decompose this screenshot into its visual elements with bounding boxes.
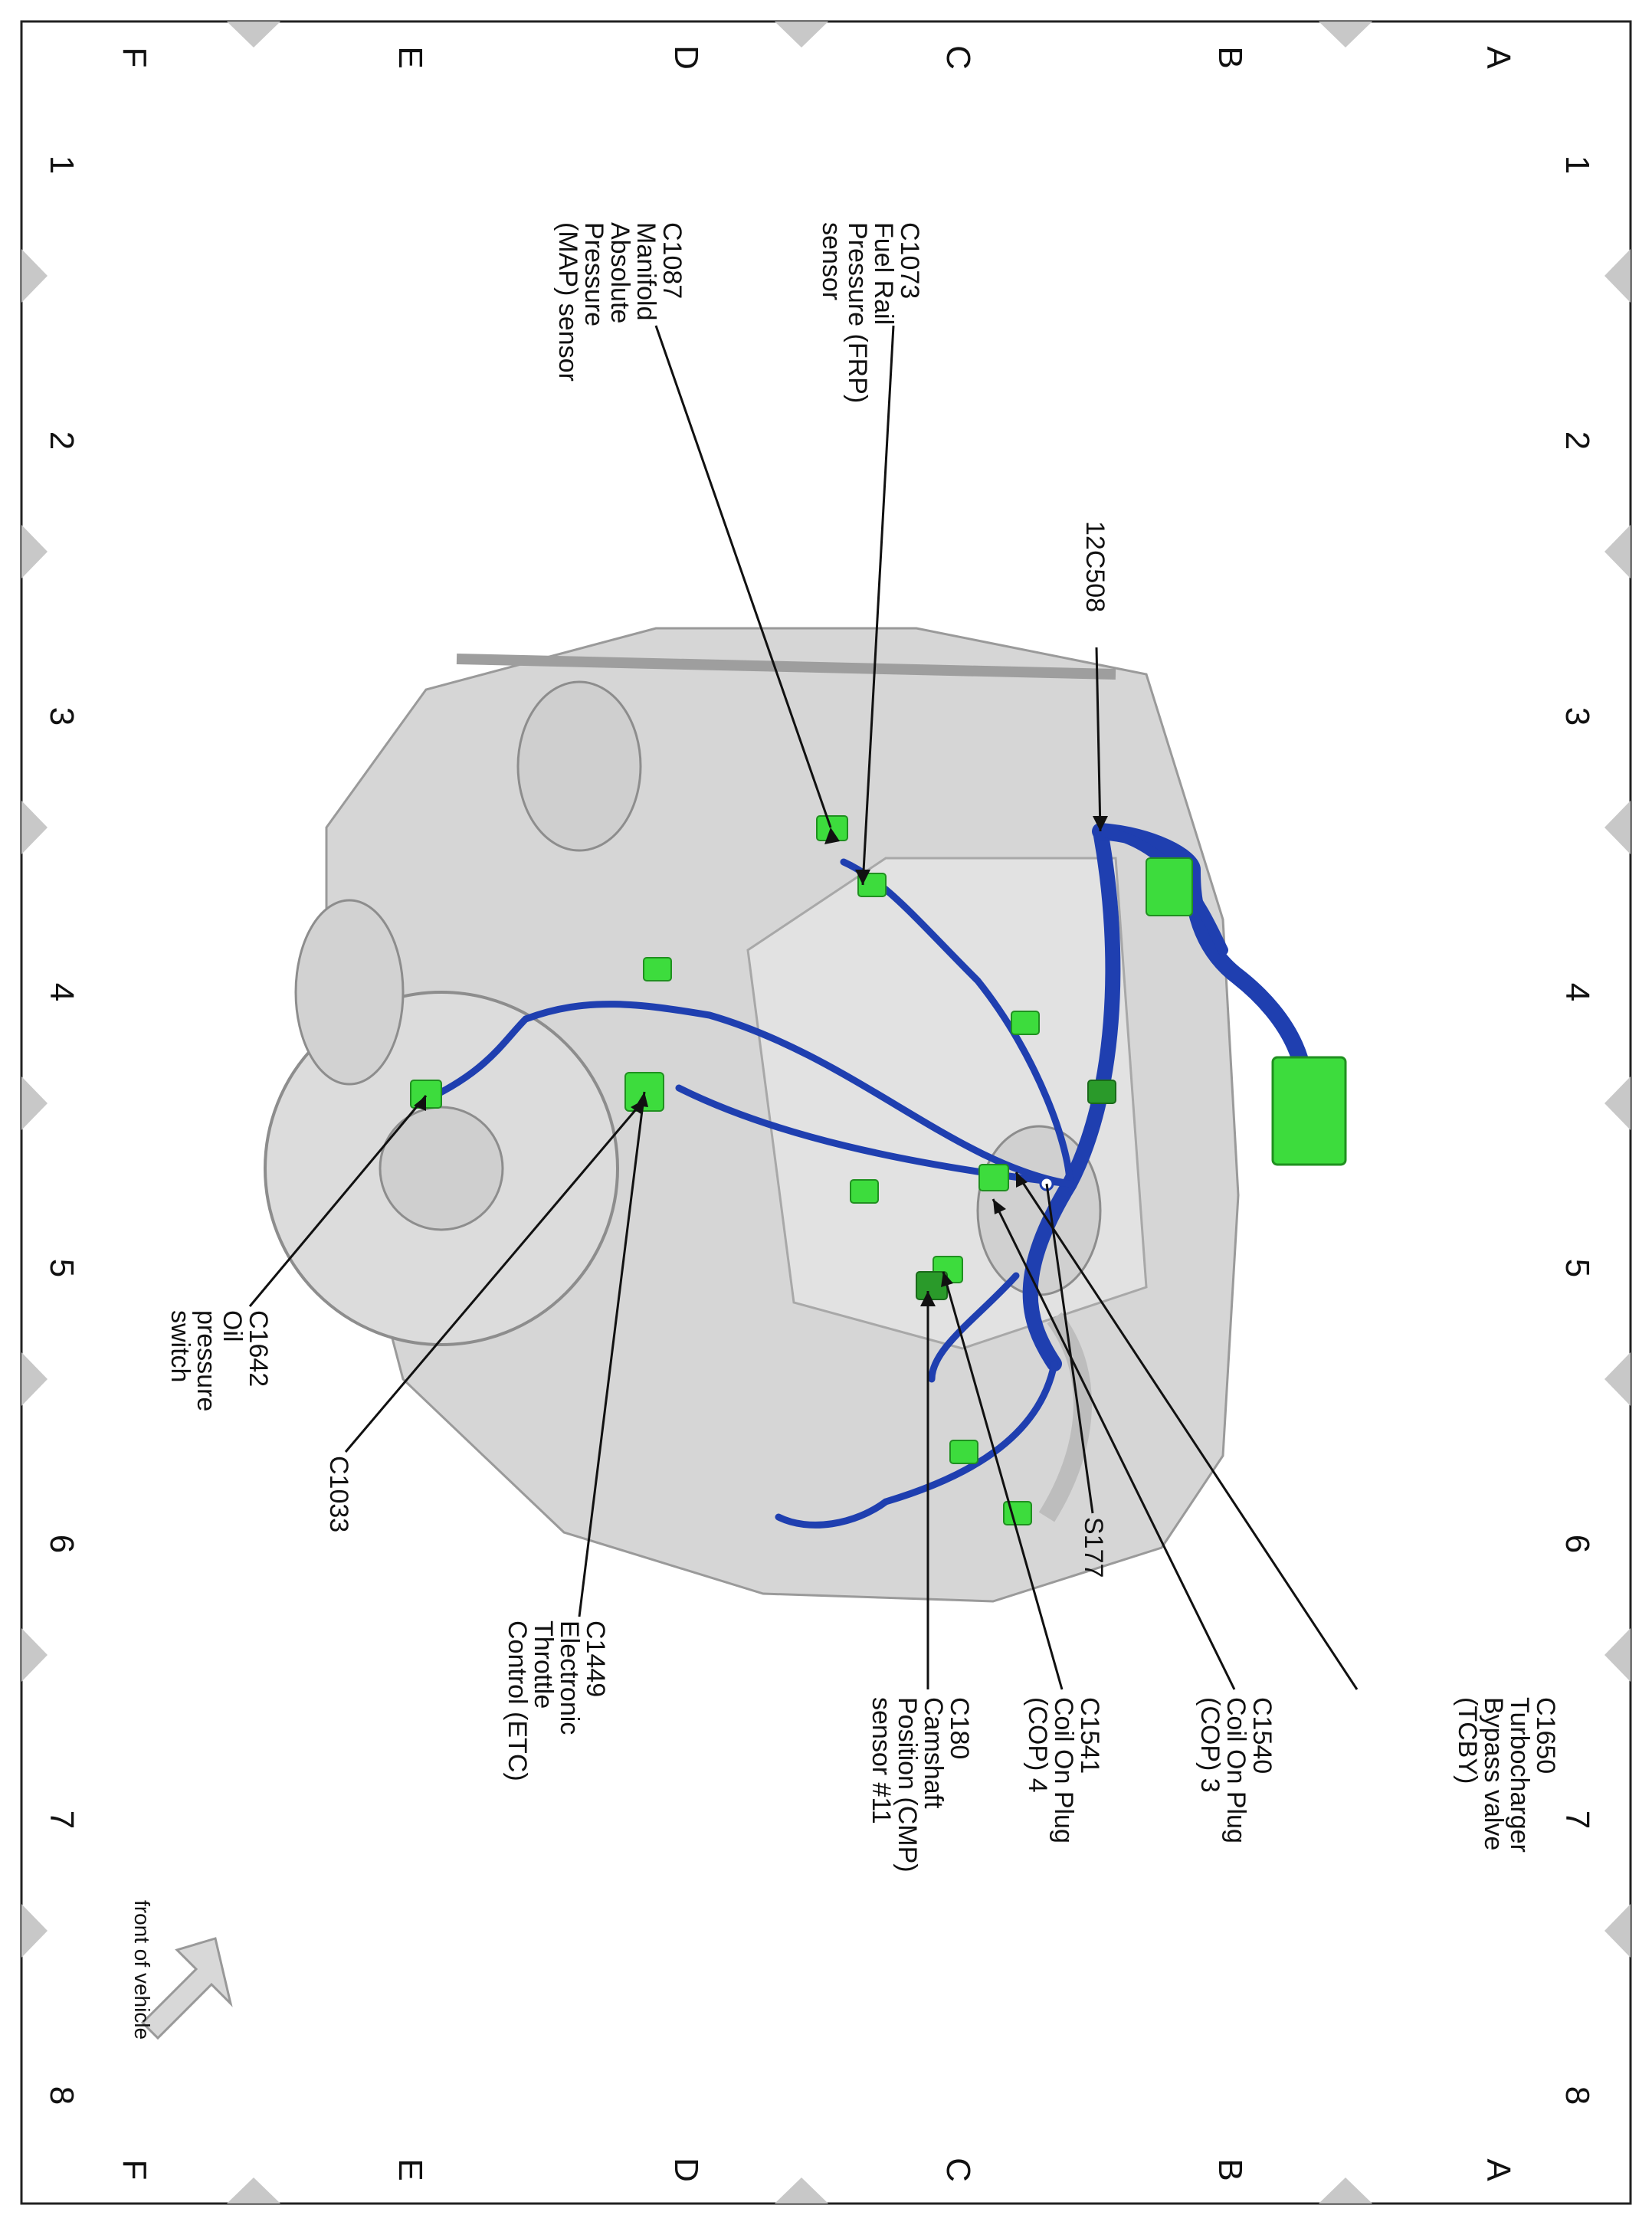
grid-row-left: F (116, 47, 153, 68)
grid-marker (21, 1628, 48, 1682)
label-c1650 (1453, 1697, 1560, 1853)
label-line: (TCBY) (1453, 1697, 1482, 1784)
label-line: switch (166, 1310, 195, 1383)
label-line: S177 (1079, 1517, 1108, 1578)
grid-row-right: C (939, 2158, 977, 2182)
connector-misc (950, 1440, 978, 1463)
label-line: C1449 (581, 1620, 610, 1698)
label-line: C180 (945, 1697, 974, 1760)
grid-marker (227, 21, 280, 48)
label-12c508 (1080, 521, 1110, 612)
label-line: C1541 (1075, 1697, 1104, 1774)
grid-col-top: 5 (1559, 1258, 1596, 1278)
label-c1449 (503, 1620, 610, 1781)
label-line: Position (CMP) (893, 1697, 922, 1873)
label-line: Coil On Plug (1049, 1697, 1078, 1843)
grid-marker (775, 21, 828, 48)
label-line: Pressure (579, 222, 608, 327)
grid-col-bottom: 5 (43, 1258, 80, 1278)
label-line: pressure (192, 1310, 221, 1412)
grid-row-left: C (939, 45, 977, 70)
grid-col-bottom: 3 (43, 706, 80, 726)
grid-col-top: 4 (1559, 982, 1596, 1002)
grid-col-top: 3 (1559, 706, 1596, 726)
grid-marker (21, 525, 48, 578)
grid-marker (21, 1904, 48, 1958)
grid-row-right: E (392, 2158, 429, 2181)
label-c1540 (1195, 1697, 1277, 1843)
grid-col-bottom: 2 (43, 431, 80, 451)
grid-col-top: 1 (1559, 155, 1596, 175)
grid-marker (21, 249, 48, 303)
grid-col-top: 7 (1559, 1810, 1596, 1830)
grid-row-right: A (1480, 2158, 1517, 2181)
grid-col-bottom: 4 (43, 982, 80, 1002)
grid-marker (775, 2177, 828, 2204)
label-s177 (1079, 1517, 1108, 1578)
label-line: Turbocharger (1505, 1697, 1534, 1853)
label-line: Electronic (555, 1620, 584, 1735)
connector-tcby (1146, 858, 1192, 916)
grid-col-bottom: 1 (43, 155, 80, 175)
grid-row-right: D (667, 2158, 705, 2182)
front-arrow-icon (143, 1938, 231, 2038)
grid-marker (1604, 249, 1631, 303)
label-line: Coil On Plug (1221, 1697, 1250, 1843)
grid-marker (1604, 1352, 1631, 1406)
grid-row-left: A (1480, 46, 1517, 69)
label-line: (COP) 4 (1023, 1697, 1052, 1793)
flywheel-hub (380, 1107, 503, 1230)
label-line: sensor (817, 222, 846, 301)
label-line: (COP) 3 (1195, 1697, 1224, 1793)
grid-marker (1319, 2177, 1372, 2204)
connector-c1540 (979, 1165, 1008, 1191)
grid-marker (21, 1076, 48, 1130)
connector-c1033 (644, 958, 671, 981)
label-c1541 (1023, 1697, 1104, 1843)
label-line: C1087 (657, 222, 687, 300)
grid-marker (21, 1352, 48, 1406)
label-line: sensor #11 (867, 1697, 896, 1824)
label-line: Oil (218, 1310, 247, 1342)
grid-col-top: 6 (1559, 1534, 1596, 1554)
grid-marker (21, 801, 48, 854)
label-line: Manifold (631, 222, 660, 321)
label-line: Camshaft (919, 1697, 948, 1809)
connector-misc (851, 1180, 878, 1203)
label-line: Throttle (529, 1620, 558, 1709)
grid-row-left: B (1211, 46, 1249, 69)
label-c1033 (324, 1456, 353, 1532)
grid-col-bottom: 7 (43, 1810, 80, 1830)
connector-misc (1088, 1080, 1116, 1103)
grid-col-bottom: 8 (43, 2086, 80, 2105)
starter-motor (296, 900, 403, 1084)
connector-c1650-pcm (1273, 1057, 1346, 1165)
grid-col-top: 8 (1559, 2086, 1596, 2105)
pulley (518, 682, 641, 850)
connector-misc (1004, 1502, 1031, 1525)
label-line: 12C508 (1080, 521, 1110, 613)
label-line: C1642 (244, 1310, 273, 1388)
grid-row-left: E (392, 46, 429, 69)
front-of-vehicle-indicator (130, 1900, 231, 2040)
label-line: Pressure (FRP) (843, 222, 872, 404)
grid-marker (1604, 801, 1631, 854)
label-line: C1073 (895, 222, 924, 300)
grid-marker (1604, 1076, 1631, 1130)
label-c180 (867, 1697, 974, 1873)
label-line: Fuel Rail (869, 222, 898, 326)
grid-row-right: F (116, 2159, 153, 2181)
label-line: C1650 (1531, 1697, 1560, 1774)
grid-row-left: D (667, 45, 705, 70)
front-of-vehicle-label: front of vehicle (130, 1900, 154, 2040)
grid-row-right: B (1211, 2158, 1249, 2181)
label-line: C1540 (1247, 1697, 1277, 1774)
grid-marker (1604, 1628, 1631, 1682)
label-line: Absolute (605, 222, 634, 324)
grid-col-bottom: 6 (43, 1534, 80, 1554)
label-line: Control (ETC) (503, 1620, 532, 1781)
grid-marker (1604, 525, 1631, 578)
label-c1642 (166, 1310, 273, 1411)
label-c1073 (817, 222, 924, 403)
grid-marker (227, 2177, 280, 2204)
label-line: C1033 (324, 1456, 353, 1533)
label-line: (MAP) sensor (553, 222, 582, 382)
grid-marker (1604, 1904, 1631, 1958)
label-line: Bypass valve (1479, 1697, 1508, 1851)
grid-col-top: 2 (1559, 431, 1596, 451)
grid-marker (1319, 21, 1372, 48)
connector-misc (1011, 1011, 1039, 1034)
